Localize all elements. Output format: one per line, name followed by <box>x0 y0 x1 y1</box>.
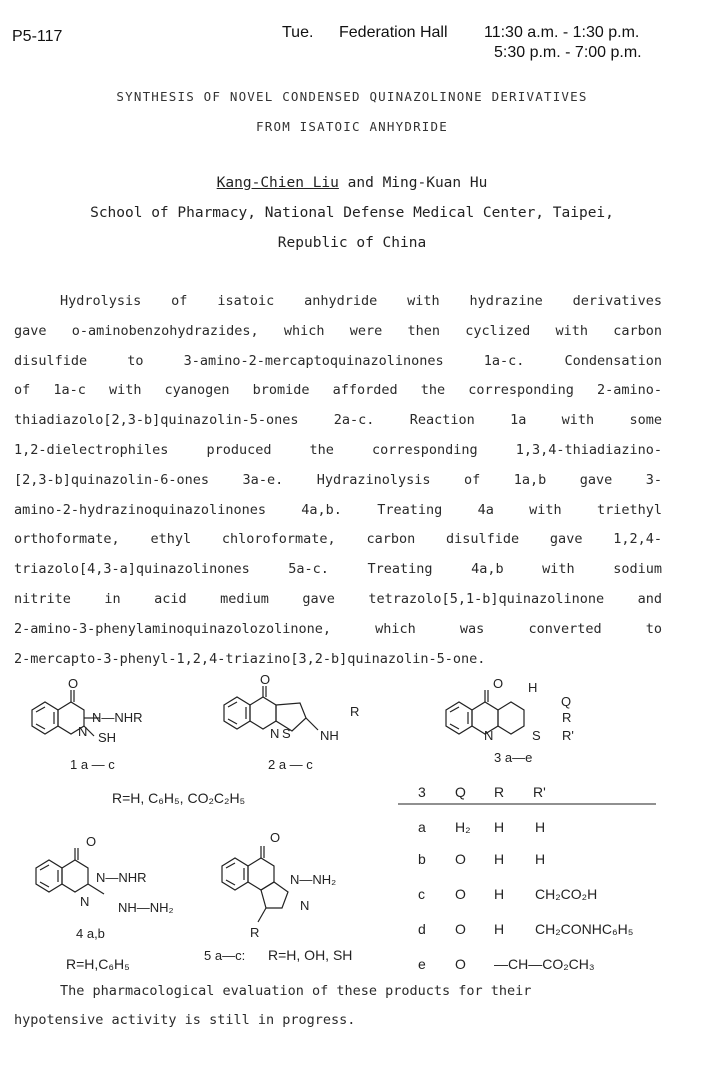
structure-5 <box>222 846 288 922</box>
abstract-line: gave o-aminobenzohydrazides, which were then cyclized with carbon <box>14 322 662 339</box>
struct-5-nh2: N—NH₂ <box>290 872 337 887</box>
session-day: Tue. <box>282 24 314 41</box>
structure-1 <box>32 690 100 736</box>
abstract-line: 1,2-dielectrophiles produced the corresponding 1,3,4-thiadiazino- <box>14 441 662 458</box>
struct-2-nh: NH <box>320 728 339 743</box>
r-definition-5: R=H, OH, SH <box>268 947 353 963</box>
struct-3-label: 3 a—e <box>494 750 533 765</box>
struct-1-sh: SH <box>98 730 117 745</box>
struct-5-oxygen: O <box>270 830 281 845</box>
table-cell: a <box>418 819 426 835</box>
author-2: Ming-Kuan Hu <box>382 175 488 191</box>
affiliation-line-1: School of Pharmacy, National Defense Medical Center, Taipei, <box>90 205 614 221</box>
paper-title-line-2: FROM ISATOIC ANHYDRIDE <box>256 119 448 134</box>
structure-4 <box>36 848 104 894</box>
struct-3-h: H <box>528 680 538 695</box>
struct-2-r: R <box>350 704 360 719</box>
struct-2-nitrogen: N <box>270 726 280 741</box>
struct-3-q: Q <box>561 694 572 709</box>
table-cell: b <box>418 851 426 867</box>
abstract-line: nitrite in acid medium gave tetrazolo[5,1-b]quinazolinone and <box>14 590 662 607</box>
paper-title-line-1: SYNTHESIS OF NOVEL CONDENSED QUINAZOLINONE DERIVATIVES <box>116 89 588 104</box>
struct-4-label: 4 a,b <box>76 926 105 941</box>
table-header: R <box>494 784 505 800</box>
struct-1-label: 1 a — c <box>70 757 115 772</box>
table-cell: H <box>494 851 505 867</box>
session-location: Federation Hall <box>339 24 448 41</box>
abstract <box>14 287 662 674</box>
abstract-line: 2-amino-3-phenylaminoquinazolozolinone, which was converted to <box>14 620 662 637</box>
abstract-line: Hydrolysis of isatoic anhydride with hydrazine derivatives <box>60 293 662 309</box>
struct-3-nitrogen: N <box>484 728 494 743</box>
table-cell: O <box>455 921 466 937</box>
table-cell: O <box>455 886 466 902</box>
session-time-2: 5:30 p.m. - 7:00 p.m. <box>494 44 642 61</box>
table-cell: O <box>455 851 466 867</box>
struct-3-r-prime: R' <box>562 728 574 743</box>
abstract-line: orthoformate, ethyl chloroformate, carbon disulfide gave 1,2,4- <box>14 531 662 548</box>
struct-4-oxygen: O <box>86 834 97 849</box>
table-cell: CH₂CONHC₆H₅ <box>535 921 634 937</box>
struct-5-r: R <box>250 925 260 940</box>
struct-4-nitrogen: N <box>80 894 90 909</box>
table-header: Q <box>455 784 466 800</box>
struct-3-r: R <box>562 710 572 725</box>
struct-1-oxygen: O <box>68 676 79 691</box>
struct-4-nhr: N—NHR <box>96 870 147 885</box>
session-time-1: 11:30 a.m. - 1:30 p.m. <box>484 24 640 41</box>
struct-4-nhnh2: NH—NH₂ <box>118 900 174 915</box>
table-cell: H <box>535 851 546 867</box>
struct-3-oxygen: O <box>493 676 504 691</box>
table-cell: CH₂CO₂H <box>535 886 598 902</box>
table-cell: —CH—CO₂CH₃ <box>494 956 595 972</box>
r-definition-4: R=H,C₆H₅ <box>66 956 130 972</box>
struct-2-sulfur: S <box>282 726 291 741</box>
conclusion-line-1: The pharmacological evaluation of these products for their <box>60 983 532 999</box>
table-cell: H <box>494 921 505 937</box>
table-cell: H₂ <box>455 819 471 835</box>
abstract-line: disulfide to 3-amino-2-mercaptoquinazolinones 1a-c. Condensation <box>14 352 662 369</box>
struct-2-label: 2 a — c <box>268 757 313 772</box>
table-cell: e <box>418 956 426 972</box>
abstract-line: of 1a-c with cyanogen bromide afforded the corresponding 2-amino- <box>14 382 662 399</box>
table-header: R' <box>533 784 546 800</box>
table-cell: H <box>494 886 505 902</box>
struct-3-sulfur: S <box>532 728 541 743</box>
table-header: 3 <box>418 784 426 800</box>
authors <box>0 175 704 191</box>
struct-1-nitrogen: N <box>78 724 88 739</box>
table-cell: H <box>535 819 546 835</box>
substituent-table <box>398 784 656 972</box>
struct-5-label: 5 a—c: <box>204 948 246 963</box>
chemical-structures-figure <box>0 672 704 972</box>
affiliation-line-2: Republic of China <box>277 235 427 251</box>
table-cell: c <box>418 886 425 902</box>
conclusion-line-2: hypotensive activity is still in progress. <box>14 1012 356 1028</box>
table-cell: H <box>494 819 505 835</box>
table-cell: O <box>455 956 466 972</box>
author-conjunction: and <box>347 175 374 191</box>
r-definition-1: R=H, C₆H₅, CO₂C₂H₅ <box>112 790 246 806</box>
abstract-line: [2,3-b]quinazolin-6-ones 3a-e. Hydrazinolysis of 1a,b gave 3- <box>14 471 662 488</box>
structure-2 <box>224 686 318 731</box>
abstract-line: amino-2-hydrazinoquinazolinones 4a,b. Treating 4a with triethyl <box>14 501 662 518</box>
struct-1-substituent: N—NHR <box>92 710 143 725</box>
abstract-line: triazolo[4,3-a]quinazolinones 5a-c. Treating 4a,b with sodium <box>14 561 662 578</box>
table-cell: d <box>418 921 426 937</box>
author-1: Kang-Chien Liu <box>216 175 339 191</box>
struct-2-oxygen: O <box>260 672 271 687</box>
abstract-line: thiadiazolo[2,3-b]quinazolin-5-ones 2a-c. Reaction 1a with some <box>14 412 662 429</box>
abstract-line: 2-mercapto-3-phenyl-1,2,4-triazino[3,2-b]quinazolin-5-one. <box>14 650 486 667</box>
poster-code: P5-117 <box>12 28 63 45</box>
struct-5-nitrogen: N <box>300 898 310 913</box>
